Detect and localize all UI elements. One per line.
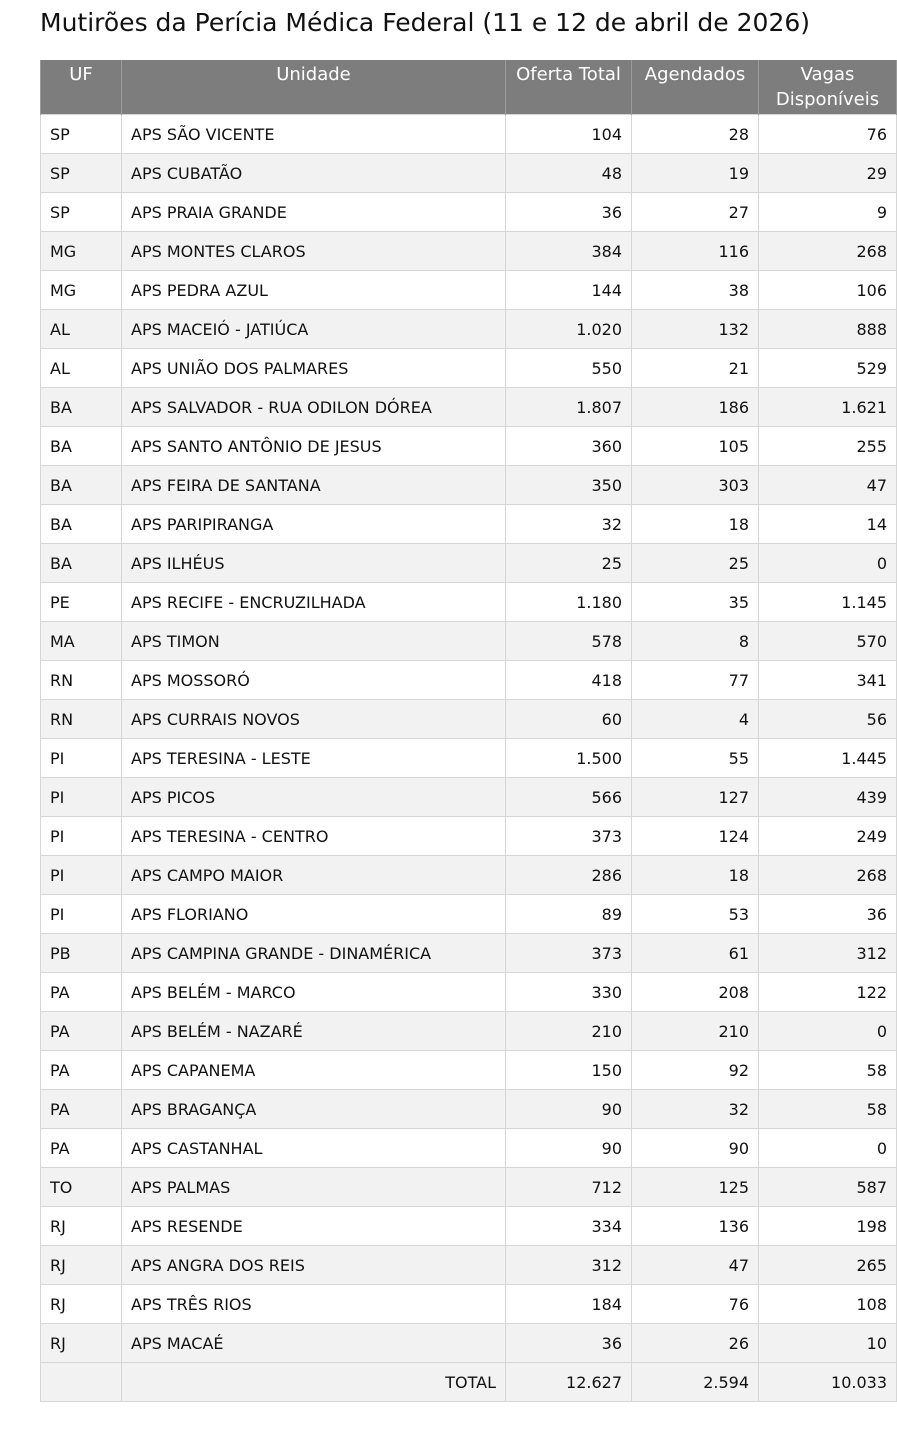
cell-oferta-total: 578 [506,622,632,661]
cell-vagas-disponiveis: 9 [759,193,897,232]
cell-agendados: 92 [632,1051,759,1090]
cell-vagas-disponiveis: 76 [759,115,897,154]
cell-vagas-disponiveis: 268 [759,232,897,271]
cell-uf: PA [41,1090,122,1129]
cell-uf: PB [41,934,122,973]
cell-agendados: 186 [632,388,759,427]
data-table [40,60,897,1402]
cell-vagas-disponiveis: 439 [759,778,897,817]
cell-unidade: APS PALMAS [122,1168,506,1207]
cell-oferta-total: 48 [506,154,632,193]
cell-vagas-disponiveis: 108 [759,1285,897,1324]
table-row [41,1207,897,1246]
cell-agendados: 127 [632,778,759,817]
table-row [41,973,897,1012]
cell-unidade: APS SÃO VICENTE [122,115,506,154]
table-row [41,1051,897,1090]
cell-agendados: 210 [632,1012,759,1051]
cell-uf: PI [41,739,122,778]
cell-agendados: 90 [632,1129,759,1168]
cell-agendados: 47 [632,1246,759,1285]
cell-vagas-disponiveis: 268 [759,856,897,895]
table-row [41,1129,897,1168]
cell-agendados: 116 [632,232,759,271]
cell-unidade: APS SALVADOR - RUA ODILON DÓREA [122,388,506,427]
cell-uf: BA [41,427,122,466]
cell-vagas-disponiveis: 312 [759,934,897,973]
cell-agendados: 35 [632,583,759,622]
cell-uf: BA [41,388,122,427]
cell-uf: BA [41,466,122,505]
table-row [41,349,897,388]
cell-uf: PI [41,856,122,895]
cell-unidade: APS TIMON [122,622,506,661]
cell-agendados: 76 [632,1285,759,1324]
table-row [41,544,897,583]
cell-oferta-total: 334 [506,1207,632,1246]
cell-vagas-disponiveis: 106 [759,271,897,310]
header-agendados: Agendados [632,60,759,115]
cell-unidade: APS CAPANEMA [122,1051,506,1090]
total-row [41,1363,897,1402]
table-row [41,622,897,661]
cell-agendados: 26 [632,1324,759,1363]
cell-vagas-disponiveis: 1.145 [759,583,897,622]
cell-vagas-disponiveis: 570 [759,622,897,661]
cell-vagas-disponiveis: 341 [759,661,897,700]
cell-agendados: 105 [632,427,759,466]
cell-uf: MG [41,271,122,310]
cell-vagas-disponiveis: 249 [759,817,897,856]
cell-uf: PA [41,1051,122,1090]
cell-uf: RJ [41,1285,122,1324]
cell-unidade: APS TRÊS RIOS [122,1285,506,1324]
cell-oferta-total: 60 [506,700,632,739]
page-title: Mutirões da Perícia Médica Federal (11 e 12 de abril de 2026) [40,8,811,37]
cell-oferta-total: 36 [506,1324,632,1363]
table-row [41,1012,897,1051]
cell-agendados: 21 [632,349,759,388]
table-header [41,60,897,115]
cell-unidade: APS CURRAIS NOVOS [122,700,506,739]
cell-oferta-total: 1.500 [506,739,632,778]
table-row [41,1168,897,1207]
cell-vagas-disponiveis: 198 [759,1207,897,1246]
cell-oferta-total: 373 [506,817,632,856]
table-row [41,895,897,934]
table-row [41,1090,897,1129]
table-row [41,193,897,232]
cell-oferta-total: 1.180 [506,583,632,622]
table-row [41,466,897,505]
cell-unidade: APS BELÉM - NAZARÉ [122,1012,506,1051]
cell-oferta-total: 360 [506,427,632,466]
cell-vagas-disponiveis: 888 [759,310,897,349]
table-row [41,427,897,466]
cell-oferta-total: 210 [506,1012,632,1051]
cell-uf: PI [41,778,122,817]
cell-oferta-total: 184 [506,1285,632,1324]
cell-uf: BA [41,505,122,544]
cell-uf: PI [41,817,122,856]
cell-oferta-total: 89 [506,895,632,934]
cell-uf: MG [41,232,122,271]
cell-agendados: 132 [632,310,759,349]
cell-unidade: APS PRAIA GRANDE [122,193,506,232]
cell-uf: MA [41,622,122,661]
cell-vagas-disponiveis: 58 [759,1090,897,1129]
cell-unidade: APS CAMPINA GRANDE - DINAMÉRICA [122,934,506,973]
cell-vagas-disponiveis: 529 [759,349,897,388]
table-row [41,1246,897,1285]
cell-uf: PA [41,1129,122,1168]
cell-oferta-total: 712 [506,1168,632,1207]
cell-unidade: APS MOSSORÓ [122,661,506,700]
cell-vagas-disponiveis: 1.445 [759,739,897,778]
table-row [41,661,897,700]
table-row [41,700,897,739]
cell-agendados: 77 [632,661,759,700]
cell-oferta-total: 350 [506,466,632,505]
cell-oferta-total: 330 [506,973,632,1012]
cell-unidade: APS PARIPIRANGA [122,505,506,544]
cell-agendados: 18 [632,505,759,544]
cell-vagas-disponiveis: 122 [759,973,897,1012]
cell-oferta-total: 286 [506,856,632,895]
header-vagas-disponiveis: Vagas Disponíveis [759,60,897,115]
cell-oferta-total: 418 [506,661,632,700]
cell-agendados: 25 [632,544,759,583]
cell-agendados: 38 [632,271,759,310]
cell-oferta-total: 384 [506,232,632,271]
cell-unidade: APS ILHÉUS [122,544,506,583]
cell-oferta-total: 312 [506,1246,632,1285]
table-row [41,583,897,622]
cell-unidade: APS RECIFE - ENCRUZILHADA [122,583,506,622]
cell-vagas-disponiveis: 255 [759,427,897,466]
cell-unidade: APS MONTES CLAROS [122,232,506,271]
cell-agendados: 28 [632,115,759,154]
cell-oferta-total: 25 [506,544,632,583]
cell-oferta-total: 150 [506,1051,632,1090]
cell-agendados: 55 [632,739,759,778]
cell-agendados: 125 [632,1168,759,1207]
cell-vagas-disponiveis: 0 [759,1129,897,1168]
cell-uf: BA [41,544,122,583]
table-row [41,778,897,817]
cell-agendados: 61 [632,934,759,973]
cell-uf: RN [41,700,122,739]
cell-oferta-total: 1.807 [506,388,632,427]
cell-unidade: APS ANGRA DOS REIS [122,1246,506,1285]
cell-uf: SP [41,193,122,232]
cell-oferta-total: 1.020 [506,310,632,349]
cell-unidade: APS FLORIANO [122,895,506,934]
cell-uf: AL [41,310,122,349]
cell-vagas-disponiveis: 0 [759,1012,897,1051]
cell-unidade: APS CUBATÃO [122,154,506,193]
total-empty-cell [41,1363,122,1402]
cell-unidade: APS TERESINA - CENTRO [122,817,506,856]
cell-uf: PA [41,973,122,1012]
cell-agendados: 19 [632,154,759,193]
table-row [41,505,897,544]
cell-unidade: APS FEIRA DE SANTANA [122,466,506,505]
table-row [41,232,897,271]
cell-uf: SP [41,154,122,193]
cell-agendados: 136 [632,1207,759,1246]
cell-vagas-disponiveis: 587 [759,1168,897,1207]
cell-oferta-total: 32 [506,505,632,544]
cell-vagas-disponiveis: 14 [759,505,897,544]
table-row [41,115,897,154]
cell-agendados: 4 [632,700,759,739]
cell-unidade: APS CAMPO MAIOR [122,856,506,895]
cell-uf: AL [41,349,122,388]
table-row [41,154,897,193]
table-footer [41,1363,897,1402]
cell-agendados: 208 [632,973,759,1012]
table-row [41,310,897,349]
cell-uf: RN [41,661,122,700]
cell-agendados: 124 [632,817,759,856]
cell-unidade: APS BRAGANÇA [122,1090,506,1129]
cell-agendados: 27 [632,193,759,232]
cell-unidade: APS UNIÃO DOS PALMARES [122,349,506,388]
cell-oferta-total: 566 [506,778,632,817]
cell-oferta-total: 104 [506,115,632,154]
cell-agendados: 18 [632,856,759,895]
cell-vagas-disponiveis: 29 [759,154,897,193]
cell-unidade: APS SANTO ANTÔNIO DE JESUS [122,427,506,466]
cell-uf: PE [41,583,122,622]
cell-vagas-disponiveis: 0 [759,544,897,583]
table-row [41,817,897,856]
cell-uf: PA [41,1012,122,1051]
header-oferta-total: Oferta Total [506,60,632,115]
table-row [41,934,897,973]
cell-agendados: 8 [632,622,759,661]
cell-uf: TO [41,1168,122,1207]
cell-unidade: APS CASTANHAL [122,1129,506,1168]
cell-vagas-disponiveis: 47 [759,466,897,505]
cell-vagas-disponiveis: 36 [759,895,897,934]
header-unidade: Unidade [122,60,506,115]
total-agendados: 2.594 [632,1363,759,1402]
cell-uf: RJ [41,1324,122,1363]
total-label: TOTAL [122,1363,506,1402]
cell-unidade: APS PICOS [122,778,506,817]
cell-uf: PI [41,895,122,934]
cell-unidade: APS BELÉM - MARCO [122,973,506,1012]
cell-unidade: APS MACAÉ [122,1324,506,1363]
cell-oferta-total: 36 [506,193,632,232]
table-row [41,1324,897,1363]
cell-unidade: APS PEDRA AZUL [122,271,506,310]
table-row [41,271,897,310]
cell-unidade: APS MACEIÓ - JATIÚCA [122,310,506,349]
table-row [41,856,897,895]
cell-vagas-disponiveis: 56 [759,700,897,739]
cell-oferta-total: 373 [506,934,632,973]
total-vagas: 10.033 [759,1363,897,1402]
header-uf: UF [41,60,122,115]
cell-agendados: 53 [632,895,759,934]
cell-uf: RJ [41,1207,122,1246]
table-row [41,388,897,427]
cell-agendados: 303 [632,466,759,505]
cell-oferta-total: 90 [506,1090,632,1129]
table-body [41,115,897,1363]
table-row [41,739,897,778]
cell-vagas-disponiveis: 10 [759,1324,897,1363]
cell-oferta-total: 90 [506,1129,632,1168]
cell-vagas-disponiveis: 265 [759,1246,897,1285]
total-oferta: 12.627 [506,1363,632,1402]
cell-oferta-total: 550 [506,349,632,388]
cell-unidade: APS RESENDE [122,1207,506,1246]
cell-oferta-total: 144 [506,271,632,310]
cell-vagas-disponiveis: 58 [759,1051,897,1090]
cell-vagas-disponiveis: 1.621 [759,388,897,427]
cell-agendados: 32 [632,1090,759,1129]
cell-uf: SP [41,115,122,154]
cell-uf: RJ [41,1246,122,1285]
cell-unidade: APS TERESINA - LESTE [122,739,506,778]
table-row [41,1285,897,1324]
